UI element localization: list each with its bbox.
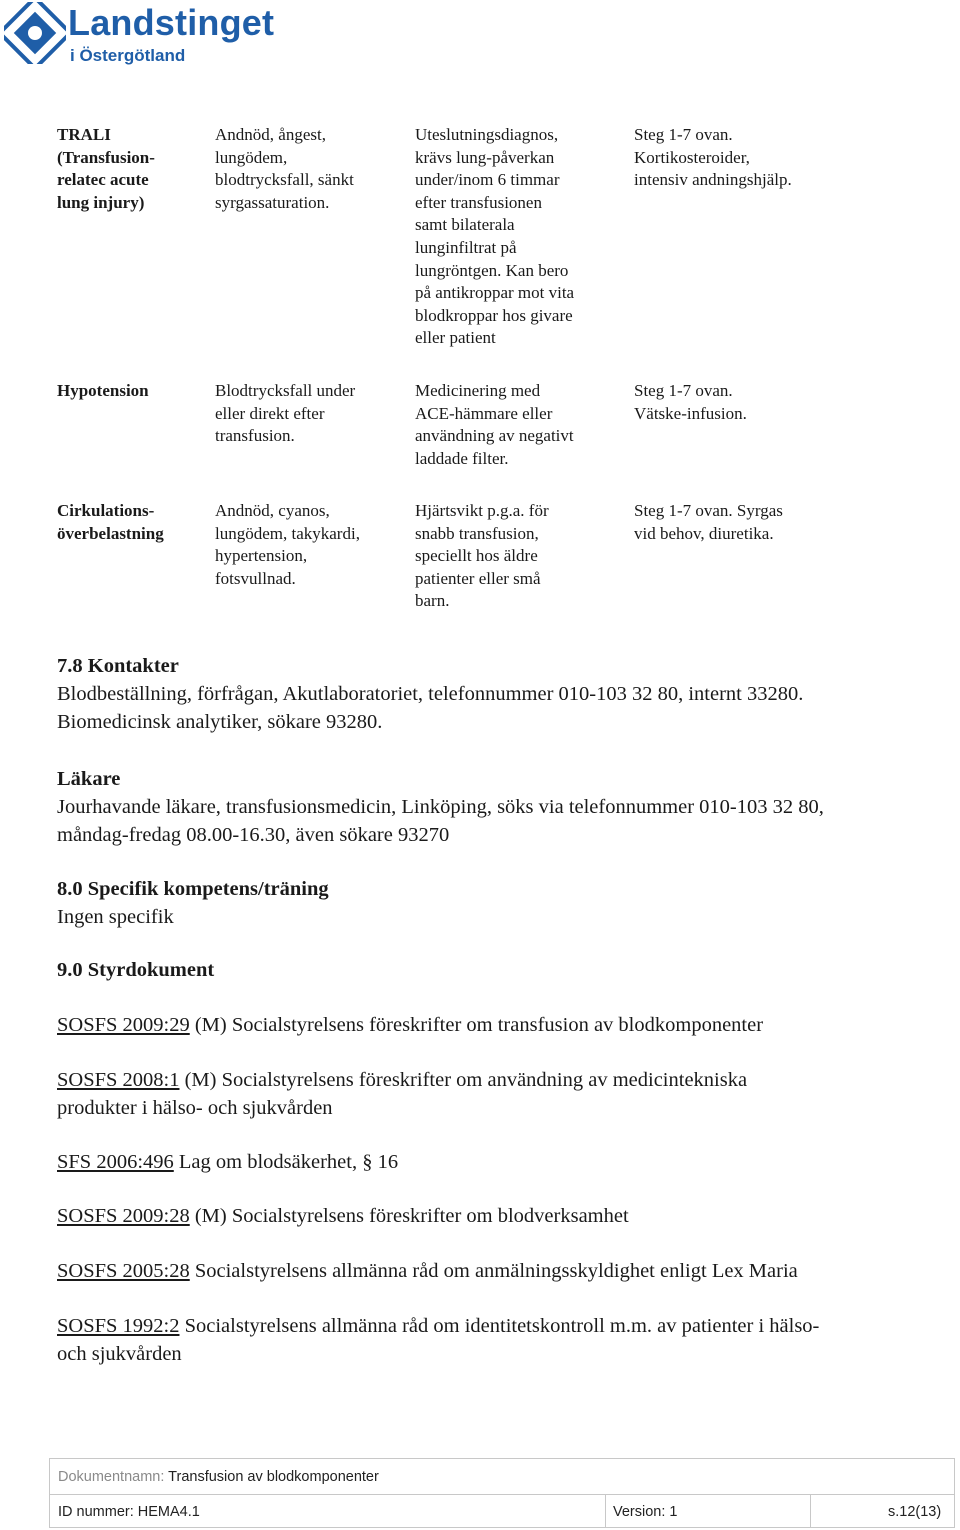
symptoms-cell: Blodtrycksfall under eller direkt efter transfusion.	[215, 381, 356, 446]
section-text: Ingen specifik	[57, 906, 174, 928]
reference-item: SOSFS 2008:1 (M) Socialstyrelsens föreskrifter om användning av medicintekniska produkter i hälso- och sjukvården	[57, 1069, 748, 1119]
doc-version: Version: 1	[613, 1504, 678, 1520]
condition-cell: Hypotension	[57, 381, 149, 400]
cause-cell: Uteslutningsdiagnos, krävs lung-påverkan under/inom 6 timmar efter transfusionen samt bilaterala lunginfiltrat på lungröntgen. Kan bero på antikroppar mot vita blodkroppar hos givare eller patient	[415, 125, 575, 348]
reference-link[interactable]: SOSFS 1992:2	[57, 1315, 180, 1337]
reference-item: SFS 2006:496 Lag om blodsäkerhet, § 16	[57, 1151, 399, 1173]
contact-line: måndag-fredag 08.00-16.30, även sökare 93270	[57, 824, 450, 846]
logo-name: Landstinget	[68, 2, 275, 43]
doc-id: ID nummer: HEMA4.1	[58, 1504, 200, 1520]
action-cell: Steg 1-7 ovan. Syrgas vid behov, diuretika.	[634, 501, 783, 543]
styrdokument-section	[57, 956, 947, 984]
reference-item: SOSFS 2009:28 (M) Socialstyrelsens föreskrifter om blodverksamhet	[57, 1205, 629, 1227]
symptoms-cell: Andnöd, cyanos, lungödem, takykardi, hypertension, fotsvullnad.	[215, 501, 360, 588]
condition-cell: Cirkulations- överbelastning	[57, 501, 164, 543]
contact-line: Jourhavande läkare, transfusionsmedicin, Linköping, söks via telefonnummer 010-103 32 80,	[57, 796, 824, 818]
footer-meta-row	[49, 1494, 955, 1528]
kompetens-section	[57, 875, 947, 931]
lakare-section	[57, 765, 947, 849]
doc-name-label: Dokumentnamn:	[58, 1469, 165, 1485]
reference-item: SOSFS 2009:29 (M) Socialstyrelsens föreskrifter om transfusion av blodkomponenter	[57, 1014, 764, 1036]
section-heading: Läkare	[57, 768, 121, 790]
symptoms-cell: Andnöd, ångest, lungödem, blodtrycksfall, sänkt syrgassaturation.	[215, 125, 354, 212]
footer-divider	[810, 1495, 811, 1527]
contact-line: Blodbeställning, förfrågan, Akutlaboratoriet, telefonnummer 010-103 32 80, internt 33280.	[57, 683, 804, 705]
section-heading: 9.0 Styrdokument	[57, 959, 215, 981]
section-heading: 7.8 Kontakter	[57, 655, 179, 677]
reference-link[interactable]: SOSFS 2005:28	[57, 1260, 190, 1282]
cause-cell: Medicinering med ACE-hämmare eller användning av negativt laddade filter.	[415, 381, 574, 468]
footer-docname-row	[49, 1458, 955, 1495]
reference-item: SOSFS 2005:28 Socialstyrelsens allmänna råd om anmälningsskyldighet enligt Lex Maria	[57, 1260, 798, 1282]
action-cell: Steg 1-7 ovan. Kortikosteroider, intensiv andningshjälp.	[634, 125, 792, 190]
condition-cell: TRALI (Transfusion- relatec acute lung injury)	[57, 125, 155, 212]
document-footer	[49, 1458, 955, 1528]
logo-emblem-icon	[4, 2, 66, 64]
reference-link[interactable]: SOSFS 2008:1	[57, 1069, 180, 1091]
footer-divider	[605, 1495, 606, 1527]
logo-subtitle: i Östergötland	[70, 46, 186, 65]
logo	[4, 2, 294, 74]
reference-link[interactable]: SFS 2006:496	[57, 1151, 174, 1173]
contact-line: Biomedicinsk analytiker, sökare 93280.	[57, 711, 383, 733]
kontakter-section	[57, 652, 947, 736]
page-number: s.12(13)	[888, 1504, 942, 1520]
reference-item: SOSFS 1992:2 Socialstyrelsens allmänna råd om identitetskontroll m.m. av patienter i hälso- och sjukvården	[57, 1315, 820, 1365]
reference-link[interactable]: SOSFS 2009:29	[57, 1014, 190, 1036]
section-heading: 8.0 Specifik kompetens/träning	[57, 878, 329, 900]
cause-cell: Hjärtsvikt p.g.a. för snabb transfusion, speciellt hos äldre patienter eller små barn.	[415, 501, 549, 611]
action-cell: Steg 1-7 ovan. Vätske-infusion.	[634, 381, 747, 423]
reference-link[interactable]: SOSFS 2009:28	[57, 1205, 190, 1227]
doc-name: Transfusion av blodkomponenter	[168, 1469, 379, 1485]
